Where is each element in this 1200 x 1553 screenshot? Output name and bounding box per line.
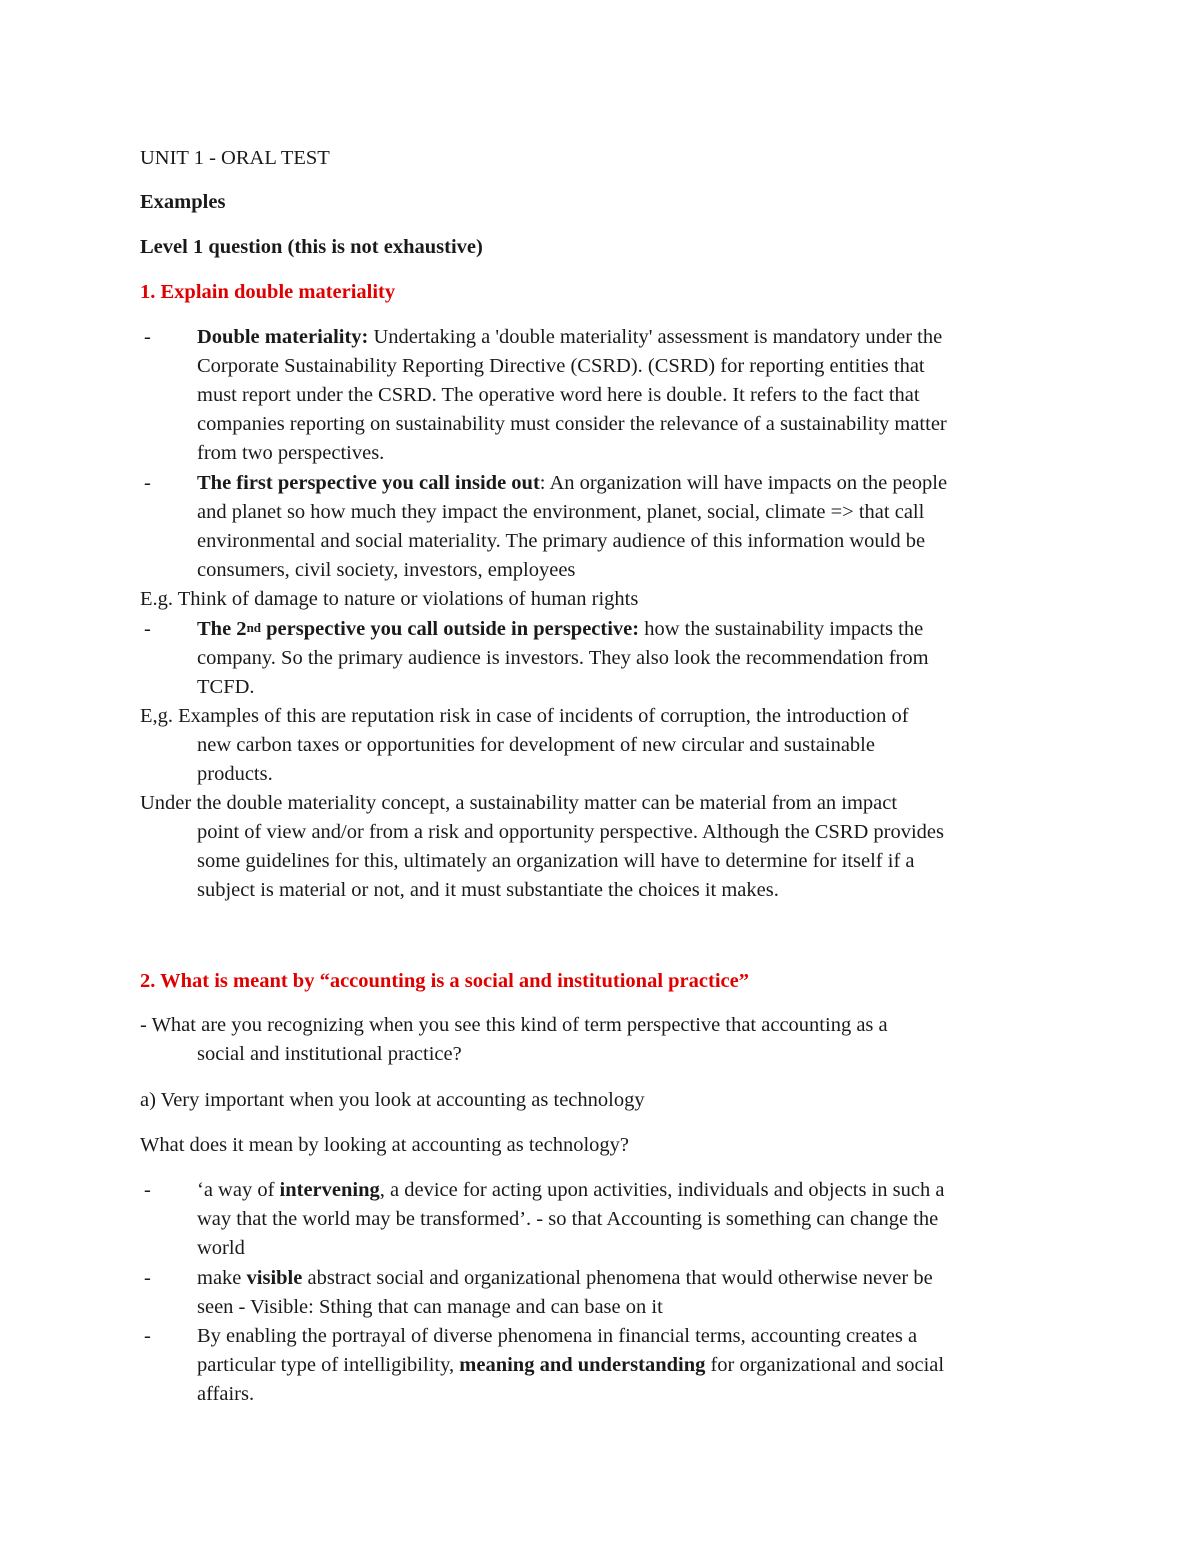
q1-bullet-1-line-4: companies reporting on sustainability must consider the relevance of a sustainability matter bbox=[197, 413, 947, 435]
text-run: : An organization will have impacts on the people bbox=[539, 472, 948, 494]
q1-paragraph-line-2: point of view and/or from a risk and opportunity perspective. Although the CSRD provides bbox=[197, 821, 944, 843]
bold-term: intervening bbox=[279, 1179, 380, 1201]
q2-item-2-line-2: seen - Visible: Sthing that can manage and can base on it bbox=[197, 1296, 663, 1318]
bullet-dash: - bbox=[144, 1179, 151, 1201]
q1-example-2-line-3: products. bbox=[197, 763, 273, 785]
level-heading: Level 1 question (this is not exhaustive) bbox=[140, 236, 483, 258]
q1-bullet-2-line-3: environmental and social materiality. The primary audience of this information would be bbox=[197, 530, 926, 552]
text-run: Undertaking a 'double materiality' assessment is mandatory under the bbox=[368, 326, 943, 348]
bullet-dash: - bbox=[144, 618, 151, 640]
examples-heading: Examples bbox=[140, 191, 226, 213]
text-run: particular type of intelligibility, bbox=[197, 1354, 460, 1376]
q1-bullet-3-line-2: company. So the primary audience is investors. They also look the recommendation from bbox=[197, 647, 929, 669]
q1-paragraph-line-4: subject is material or not, and it must substantiate the choices it makes. bbox=[197, 879, 779, 901]
q2-item-3-line-3: affairs. bbox=[197, 1383, 255, 1405]
q2-item-1-line-1 bbox=[197, 1180, 944, 1201]
question-2-heading: 2. What is meant by “accounting is a social and institutional practice” bbox=[140, 970, 749, 992]
bold-term: The 2 bbox=[197, 618, 247, 640]
bullet-dash: - bbox=[144, 1267, 151, 1289]
bold-term: meaning and understanding bbox=[459, 1354, 706, 1376]
bullet-dash: - bbox=[144, 472, 151, 494]
q1-bullet-1-line-2: Corporate Sustainability Reporting Directive (CSRD). (CSRD) for reporting entities that bbox=[197, 355, 925, 377]
q1-bullet-2-line-4: consumers, civil society, investors, employees bbox=[197, 559, 576, 581]
q2-item-1-line-3: world bbox=[197, 1237, 245, 1259]
text-run: for organizational and social bbox=[705, 1354, 945, 1376]
q2-subquestion: What does it mean by looking at accounting as technology? bbox=[140, 1134, 630, 1156]
q1-bullet-1-line-3: must report under the CSRD. The operative word here is double. It refers to the fact that bbox=[197, 384, 920, 406]
doc-title: UNIT 1 - ORAL TEST bbox=[140, 147, 330, 169]
bold-term: Double materiality: bbox=[197, 326, 369, 348]
q2-item-3-line-1: By enabling the portrayal of diverse phenomena in financial terms, accounting creates a bbox=[197, 1325, 918, 1347]
q2-item-3-line-2 bbox=[197, 1355, 944, 1376]
text-run: abstract social and organizational phenomena that would otherwise never be bbox=[302, 1267, 933, 1289]
q2-question-line-1: - What are you recognizing when you see this kind of term perspective that accounting as a bbox=[140, 1014, 888, 1036]
q1-bullet-1-line-1 bbox=[197, 327, 942, 348]
bold-term: visible bbox=[246, 1267, 303, 1289]
superscript: nd bbox=[246, 620, 262, 635]
bullet-dash: - bbox=[144, 326, 151, 348]
bullet-dash: - bbox=[144, 1325, 151, 1347]
q1-bullet-3-line-1 bbox=[197, 619, 923, 640]
q1-example-1: E.g. Think of damage to nature or violations of human rights bbox=[140, 588, 639, 610]
text-run: ‘a way of bbox=[197, 1179, 280, 1201]
q1-example-2-line-2: new carbon taxes or opportunities for development of new circular and sustainable bbox=[197, 734, 875, 756]
text-run: make bbox=[197, 1267, 247, 1289]
text-run: , a device for acting upon activities, individuals and objects in such a bbox=[379, 1179, 945, 1201]
q2-item-2-line-1 bbox=[197, 1268, 933, 1289]
bold-term: The first perspective you call inside out bbox=[197, 472, 540, 494]
q2-point-a: a) Very important when you look at accounting as technology bbox=[140, 1089, 645, 1111]
question-1-heading: 1. Explain double materiality bbox=[140, 281, 396, 303]
q1-bullet-3-line-3: TCFD. bbox=[197, 676, 255, 698]
q1-paragraph-line-1: Under the double materiality concept, a sustainability matter can be material from an impact bbox=[140, 792, 898, 814]
text-run: how the sustainability impacts the bbox=[639, 618, 924, 640]
q1-paragraph-line-3: some guidelines for this, ultimately an organization will have to determine for itself if a bbox=[197, 850, 915, 872]
q1-bullet-2-line-2: and planet so how much they impact the environment, planet, social, climate => that call bbox=[197, 501, 925, 523]
bold-term: perspective you call outside in perspective: bbox=[261, 618, 640, 640]
q1-example-2-line-1: E,g. Examples of this are reputation risk in case of incidents of corruption, the introduction of bbox=[140, 705, 909, 727]
q2-item-1-line-2: way that the world may be transformed’. - so that Accounting is something can change the bbox=[197, 1208, 939, 1230]
q2-question-line-2: social and institutional practice? bbox=[197, 1043, 462, 1065]
q1-bullet-1-line-5: from two perspectives. bbox=[197, 442, 385, 464]
q1-bullet-2-line-1 bbox=[197, 473, 947, 494]
